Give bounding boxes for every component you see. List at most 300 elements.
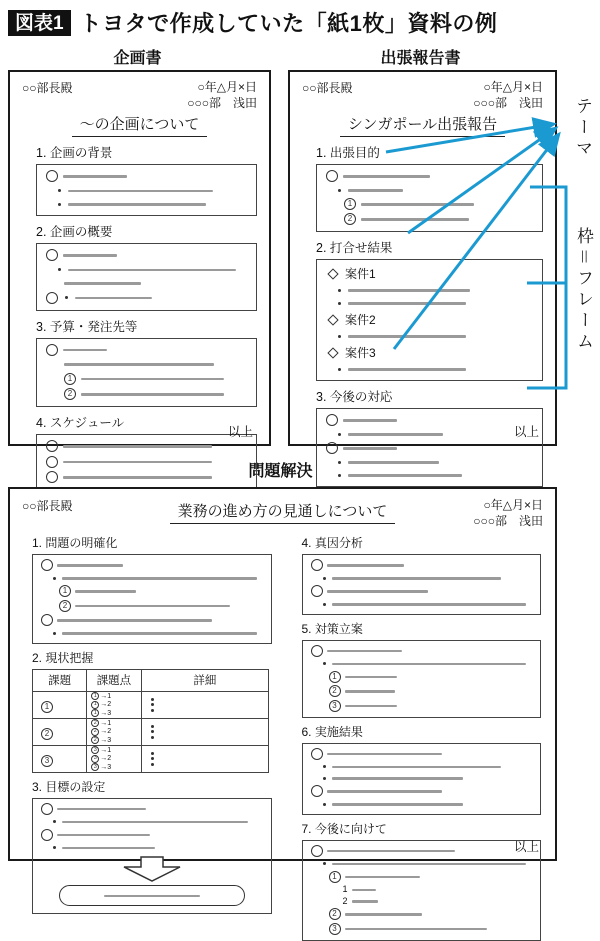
circle-marker (46, 249, 58, 261)
placeholder-line (68, 203, 206, 206)
bullet-marker (338, 433, 341, 436)
circled-number-marker: 3 (329, 700, 341, 712)
placeholder-line (327, 790, 442, 793)
doc-footer: 以上 (513, 840, 539, 854)
placeholder-row (41, 614, 263, 626)
placeholder-line (332, 863, 527, 866)
bullet-marker (338, 335, 341, 338)
placeholder-line (343, 419, 397, 422)
placeholder-row (311, 585, 533, 597)
circled-number-marker: 3 (91, 746, 99, 754)
doc-label-kikaku: 企画書 (113, 50, 162, 67)
figure-heading: トヨタで作成していた「紙1枚」資料の例 (79, 11, 498, 36)
placeholder-row (326, 298, 533, 308)
placeholder-line (63, 175, 127, 178)
placeholder-line (327, 590, 429, 593)
section-heading: 3. 今後の対応 (316, 390, 393, 405)
point-text: →2 (100, 755, 112, 763)
placeholder-row (46, 388, 247, 400)
bullet-marker (323, 803, 326, 806)
placeholder-row (311, 574, 533, 583)
table-subject-cell (33, 691, 87, 718)
table-details-cell (141, 745, 269, 772)
circled-number-marker: 1 (329, 671, 341, 683)
table-header-cell: 課題点 (87, 669, 141, 691)
placeholder-row (311, 762, 533, 771)
table-point (91, 746, 140, 754)
placeholder-line (68, 190, 213, 193)
placeholder-row (41, 574, 263, 583)
placeholder-row (41, 829, 263, 841)
section (302, 620, 542, 718)
circle-marker (46, 456, 58, 468)
bullet-marker (58, 268, 61, 271)
table-point (91, 736, 140, 744)
point-text: →1 (100, 719, 112, 727)
section-box (36, 434, 257, 490)
section (36, 317, 257, 408)
circled-number-marker: 2 (41, 728, 53, 740)
point-text: →3 (100, 736, 112, 744)
placeholder-row (311, 559, 533, 571)
placeholder-line (345, 676, 398, 679)
placeholder-line (352, 900, 379, 903)
circled-number-marker: 2 (91, 728, 99, 736)
circled-number-marker: 1 (59, 585, 71, 597)
placeholder-line (348, 461, 439, 464)
placeholder-row (311, 885, 533, 894)
section-box (302, 554, 542, 615)
bullet-marker (53, 577, 56, 580)
point-text: →3 (100, 709, 112, 717)
section-heading: 4. 真因分析 (301, 536, 363, 551)
placeholder-row (46, 199, 247, 209)
doc-header (290, 72, 555, 111)
table-points-cell (87, 718, 141, 745)
placeholder-line (63, 349, 107, 352)
placeholder-row (311, 600, 533, 609)
right-column (292, 529, 542, 941)
table-details-cell (141, 691, 269, 718)
placeholder-line (63, 461, 212, 464)
table-row (33, 691, 269, 718)
section-box (302, 640, 542, 718)
circle-marker (41, 829, 53, 841)
bullet-marker (53, 632, 56, 635)
diamond-marker (327, 268, 338, 279)
bullet-marker (151, 736, 154, 739)
placeholder-line (64, 282, 141, 285)
section (36, 143, 257, 216)
bullet-marker (323, 603, 326, 606)
point-text: →1 (100, 746, 112, 754)
placeholder-line (63, 476, 212, 479)
bullet-marker (151, 763, 154, 766)
table-subject-cell (33, 745, 87, 772)
point-text: →1 (100, 692, 112, 700)
section (316, 143, 543, 232)
placeholder-line (62, 577, 257, 580)
circled-number-marker: 2 (329, 908, 341, 920)
circle-marker (41, 614, 53, 626)
placeholder-row (311, 700, 533, 712)
placeholder-row (46, 292, 247, 304)
section-box (302, 743, 542, 815)
circle-marker (311, 559, 323, 571)
table-row (33, 718, 269, 745)
circle-marker (311, 748, 323, 760)
placeholder-line (75, 590, 136, 593)
placeholder-line (345, 913, 422, 916)
placeholder-line (345, 928, 487, 931)
circled-number-marker: 1 (41, 701, 53, 713)
table-point (91, 728, 140, 736)
diamond-marker (327, 347, 338, 358)
bullet-marker (323, 577, 326, 580)
placeholder-line (104, 895, 200, 898)
circled-number-marker: 1 (329, 871, 341, 883)
placeholder-line (68, 269, 236, 272)
placeholder-line (361, 218, 469, 221)
doc-label-mondai: 問題解決 (248, 463, 313, 480)
circled-number-marker: 1 (91, 701, 99, 709)
doc-author: ○○○部 浅田 (473, 514, 543, 529)
placeholder-row (311, 785, 533, 797)
left-column (22, 529, 272, 941)
down-block-arrow-icon (123, 856, 181, 882)
placeholder-line (63, 254, 117, 257)
placeholder-line (57, 619, 212, 622)
placeholder-row (311, 659, 533, 668)
bullet-marker (151, 703, 154, 706)
placeholder-row (311, 645, 533, 657)
circle-marker (46, 344, 58, 356)
bullet-marker (323, 862, 326, 865)
placeholder-line (348, 335, 466, 338)
placeholder-line (343, 175, 430, 178)
row-label: 案件1 (345, 267, 376, 282)
date-author-block (187, 79, 257, 111)
number-marker: 1 (342, 884, 348, 895)
placeholder-line (81, 378, 224, 381)
bullet-marker (338, 461, 341, 464)
doc-label-shuccho: 出張報告書 (380, 50, 461, 67)
placeholder-line (345, 705, 398, 708)
section-heading: 6. 実施結果 (301, 724, 363, 739)
circled-number-marker: 1 (91, 692, 99, 700)
placeholder-line (81, 393, 224, 396)
placeholder-row (41, 629, 263, 638)
bullet-marker (151, 757, 154, 760)
circled-number-marker: 1 (344, 198, 356, 210)
section-heading: 3. 予算・発注先等 (36, 319, 138, 334)
bullet-marker (338, 289, 341, 292)
doc-title: 業務の進め方の見通しについて (170, 500, 396, 524)
circled-number-marker: 2 (344, 213, 356, 225)
doc-author: ○○○部 浅田 (187, 96, 257, 111)
section-heading: 3. 目標の設定 (32, 779, 106, 794)
section-heading: 2. 企画の概要 (36, 225, 113, 240)
placeholder-line (327, 850, 455, 853)
placeholder-row (46, 170, 247, 182)
placeholder-line (361, 203, 474, 206)
bullet-marker (151, 698, 154, 701)
section (32, 534, 272, 644)
circle-marker (326, 170, 338, 182)
table-point (91, 763, 140, 771)
placeholder-row (326, 442, 533, 454)
circle-marker (311, 785, 323, 797)
doc-date: ○年△月×日 (197, 80, 257, 94)
placeholder-row (41, 585, 263, 597)
doc-footer: 以上 (227, 425, 253, 439)
placeholder-row (311, 897, 533, 906)
row-label: 案件2 (345, 313, 376, 328)
section-heading: 1. 企画の背景 (36, 146, 113, 161)
placeholder-row (326, 285, 533, 295)
placeholder-row (326, 311, 533, 328)
figure-tag: 図表1 (8, 10, 71, 36)
circled-number-marker: 3 (329, 923, 341, 935)
doc-header (10, 489, 555, 529)
placeholder-row (46, 440, 247, 452)
placeholder-row (326, 364, 533, 374)
placeholder-row (311, 774, 533, 783)
bullet-marker (151, 709, 154, 712)
placeholder-row (326, 198, 533, 210)
circled-number-marker: 3 (41, 755, 53, 767)
goal-capsule (59, 885, 245, 906)
section (32, 778, 272, 915)
placeholder-row (46, 359, 247, 369)
placeholder-row (326, 185, 533, 195)
section (36, 413, 257, 490)
placeholder-line (57, 564, 123, 567)
placeholder-line (327, 753, 442, 756)
bullet-marker (151, 730, 154, 733)
row-label: 案件3 (345, 346, 376, 361)
bullet-marker (151, 725, 154, 728)
placeholder-row (311, 845, 533, 857)
bullet-marker (65, 296, 68, 299)
placeholder-line (332, 577, 501, 580)
doc-date: ○年△月×日 (483, 498, 543, 512)
bullet-marker (58, 203, 61, 206)
bullet-marker (323, 765, 326, 768)
point-text: →2 (100, 728, 112, 736)
placeholder-row (326, 344, 533, 361)
section-heading: 7. 今後に向けて (301, 821, 387, 836)
section (36, 222, 257, 311)
section-heading: 2. 現状把握 (32, 650, 94, 665)
placeholder-line (332, 777, 463, 780)
doc-title: シンガポール出張報告 (340, 113, 505, 137)
placeholder-row (41, 803, 263, 815)
placeholder-row (311, 671, 533, 683)
placeholder-row (46, 265, 247, 275)
section (32, 649, 272, 773)
figure-title-bar (8, 7, 497, 38)
circle-marker (41, 803, 53, 815)
placeholder-line (343, 447, 397, 450)
section-heading: 2. 打合せ結果 (316, 241, 393, 256)
circle-marker (326, 414, 338, 426)
addressee: ○○部長殿 (22, 81, 73, 95)
section-box (316, 164, 543, 232)
point-text: →2 (100, 701, 112, 709)
placeholder-line (62, 632, 257, 635)
bullet-marker (338, 474, 341, 477)
section (302, 534, 542, 615)
table-details-cell (141, 718, 269, 745)
table-point (91, 709, 140, 717)
section (302, 723, 542, 815)
placeholder-line (57, 808, 146, 811)
placeholder-row (41, 817, 263, 826)
circle-marker (326, 442, 338, 454)
table-points-cell (87, 745, 141, 772)
circled-number-marker: 2 (91, 719, 99, 727)
circled-number-marker: 3 (91, 755, 99, 763)
placeholder-row (326, 470, 533, 480)
number-marker: 2 (342, 895, 348, 906)
theme-annotation-label: テーマ (573, 97, 592, 160)
placeholder-line (327, 650, 402, 653)
doc-header (10, 72, 269, 111)
placeholder-row (311, 748, 533, 760)
placeholder-row (41, 600, 263, 612)
table-row (33, 745, 269, 772)
placeholder-row (46, 249, 247, 261)
placeholder-row (46, 456, 247, 468)
placeholder-row (311, 871, 533, 883)
circled-number-marker: 1 (64, 373, 76, 385)
issues-table (32, 669, 269, 773)
table-points-cell (87, 691, 141, 718)
placeholder-row (41, 559, 263, 571)
date-author-block (431, 497, 543, 529)
section-box (36, 164, 257, 216)
circle-marker (311, 845, 323, 857)
section-box (36, 243, 257, 311)
placeholder-row (326, 429, 533, 439)
bullet-marker (338, 368, 341, 371)
placeholder-row (326, 213, 533, 225)
placeholder-line (57, 834, 150, 837)
circle-marker (46, 440, 58, 452)
placeholder-line (75, 605, 230, 608)
placeholder-line (64, 363, 214, 366)
section (302, 820, 542, 941)
table-subject-cell (33, 718, 87, 745)
placeholder-row (311, 685, 533, 697)
section-box (302, 840, 542, 941)
doc-footer: 以上 (513, 425, 539, 439)
section-box (316, 259, 543, 381)
table-point (91, 692, 140, 700)
circle-marker (41, 559, 53, 571)
placeholder-line (345, 876, 420, 879)
bullet-marker (338, 189, 341, 192)
bullet-marker (323, 662, 326, 665)
placeholder-line (62, 821, 248, 824)
placeholder-line (348, 368, 466, 371)
circle-marker (46, 170, 58, 182)
section-box (32, 798, 272, 915)
circle-marker (46, 292, 58, 304)
placeholder-line (62, 847, 155, 850)
placeholder-row (311, 800, 533, 809)
section-box (316, 408, 543, 487)
doc-title: ～の企画について (72, 113, 208, 137)
bullet-marker (338, 302, 341, 305)
circled-number-marker: 1 (91, 709, 99, 717)
placeholder-line (348, 302, 466, 305)
placeholder-line (332, 803, 463, 806)
circle-marker (311, 585, 323, 597)
placeholder-row (46, 278, 247, 288)
doc-date: ○年△月×日 (483, 80, 543, 94)
bullet-marker (53, 846, 56, 849)
date-author-block (473, 79, 543, 111)
table-point (91, 719, 140, 727)
circle-marker (46, 471, 58, 483)
placeholder-row (326, 414, 533, 426)
section-heading: 1. 問題の明確化 (32, 536, 118, 551)
circle-marker (311, 645, 323, 657)
placeholder-row (46, 186, 247, 196)
placeholder-line (332, 766, 501, 769)
section-box (36, 338, 257, 408)
document-proposal (8, 70, 271, 446)
section-heading: 4. スケジュール (36, 416, 125, 431)
placeholder-line (348, 474, 462, 477)
table-point (91, 701, 140, 709)
diamond-marker (327, 314, 338, 325)
addressee: ○○部長殿 (22, 499, 73, 513)
placeholder-line (348, 189, 403, 192)
placeholder-row (311, 908, 533, 920)
doc-title-wrap (290, 113, 555, 137)
bullet-marker (151, 752, 154, 755)
section (316, 238, 543, 381)
placeholder-line (348, 289, 470, 292)
placeholder-line (348, 433, 443, 436)
section (316, 387, 543, 487)
placeholder-row (41, 843, 263, 852)
addressee: ○○部長殿 (302, 81, 353, 95)
circled-number-marker: 2 (91, 736, 99, 744)
table-header-cell: 課題 (33, 669, 87, 691)
placeholder-line (75, 297, 151, 300)
circled-number-marker: 2 (329, 685, 341, 697)
doc-title-wrap (10, 113, 269, 137)
document-trip-report (288, 70, 557, 446)
bullet-marker (58, 189, 61, 192)
table-header-cell: 詳細 (141, 669, 269, 691)
placeholder-row (326, 170, 533, 182)
circled-number-marker: 3 (91, 763, 99, 771)
placeholder-line (327, 564, 405, 567)
bullet-marker (323, 777, 326, 780)
document-problem-solving (8, 487, 557, 933)
placeholder-row (46, 471, 247, 483)
placeholder-row (326, 457, 533, 467)
placeholder-row (46, 373, 247, 385)
placeholder-line (332, 603, 527, 606)
circled-number-marker: 2 (64, 388, 76, 400)
placeholder-row (326, 331, 533, 341)
